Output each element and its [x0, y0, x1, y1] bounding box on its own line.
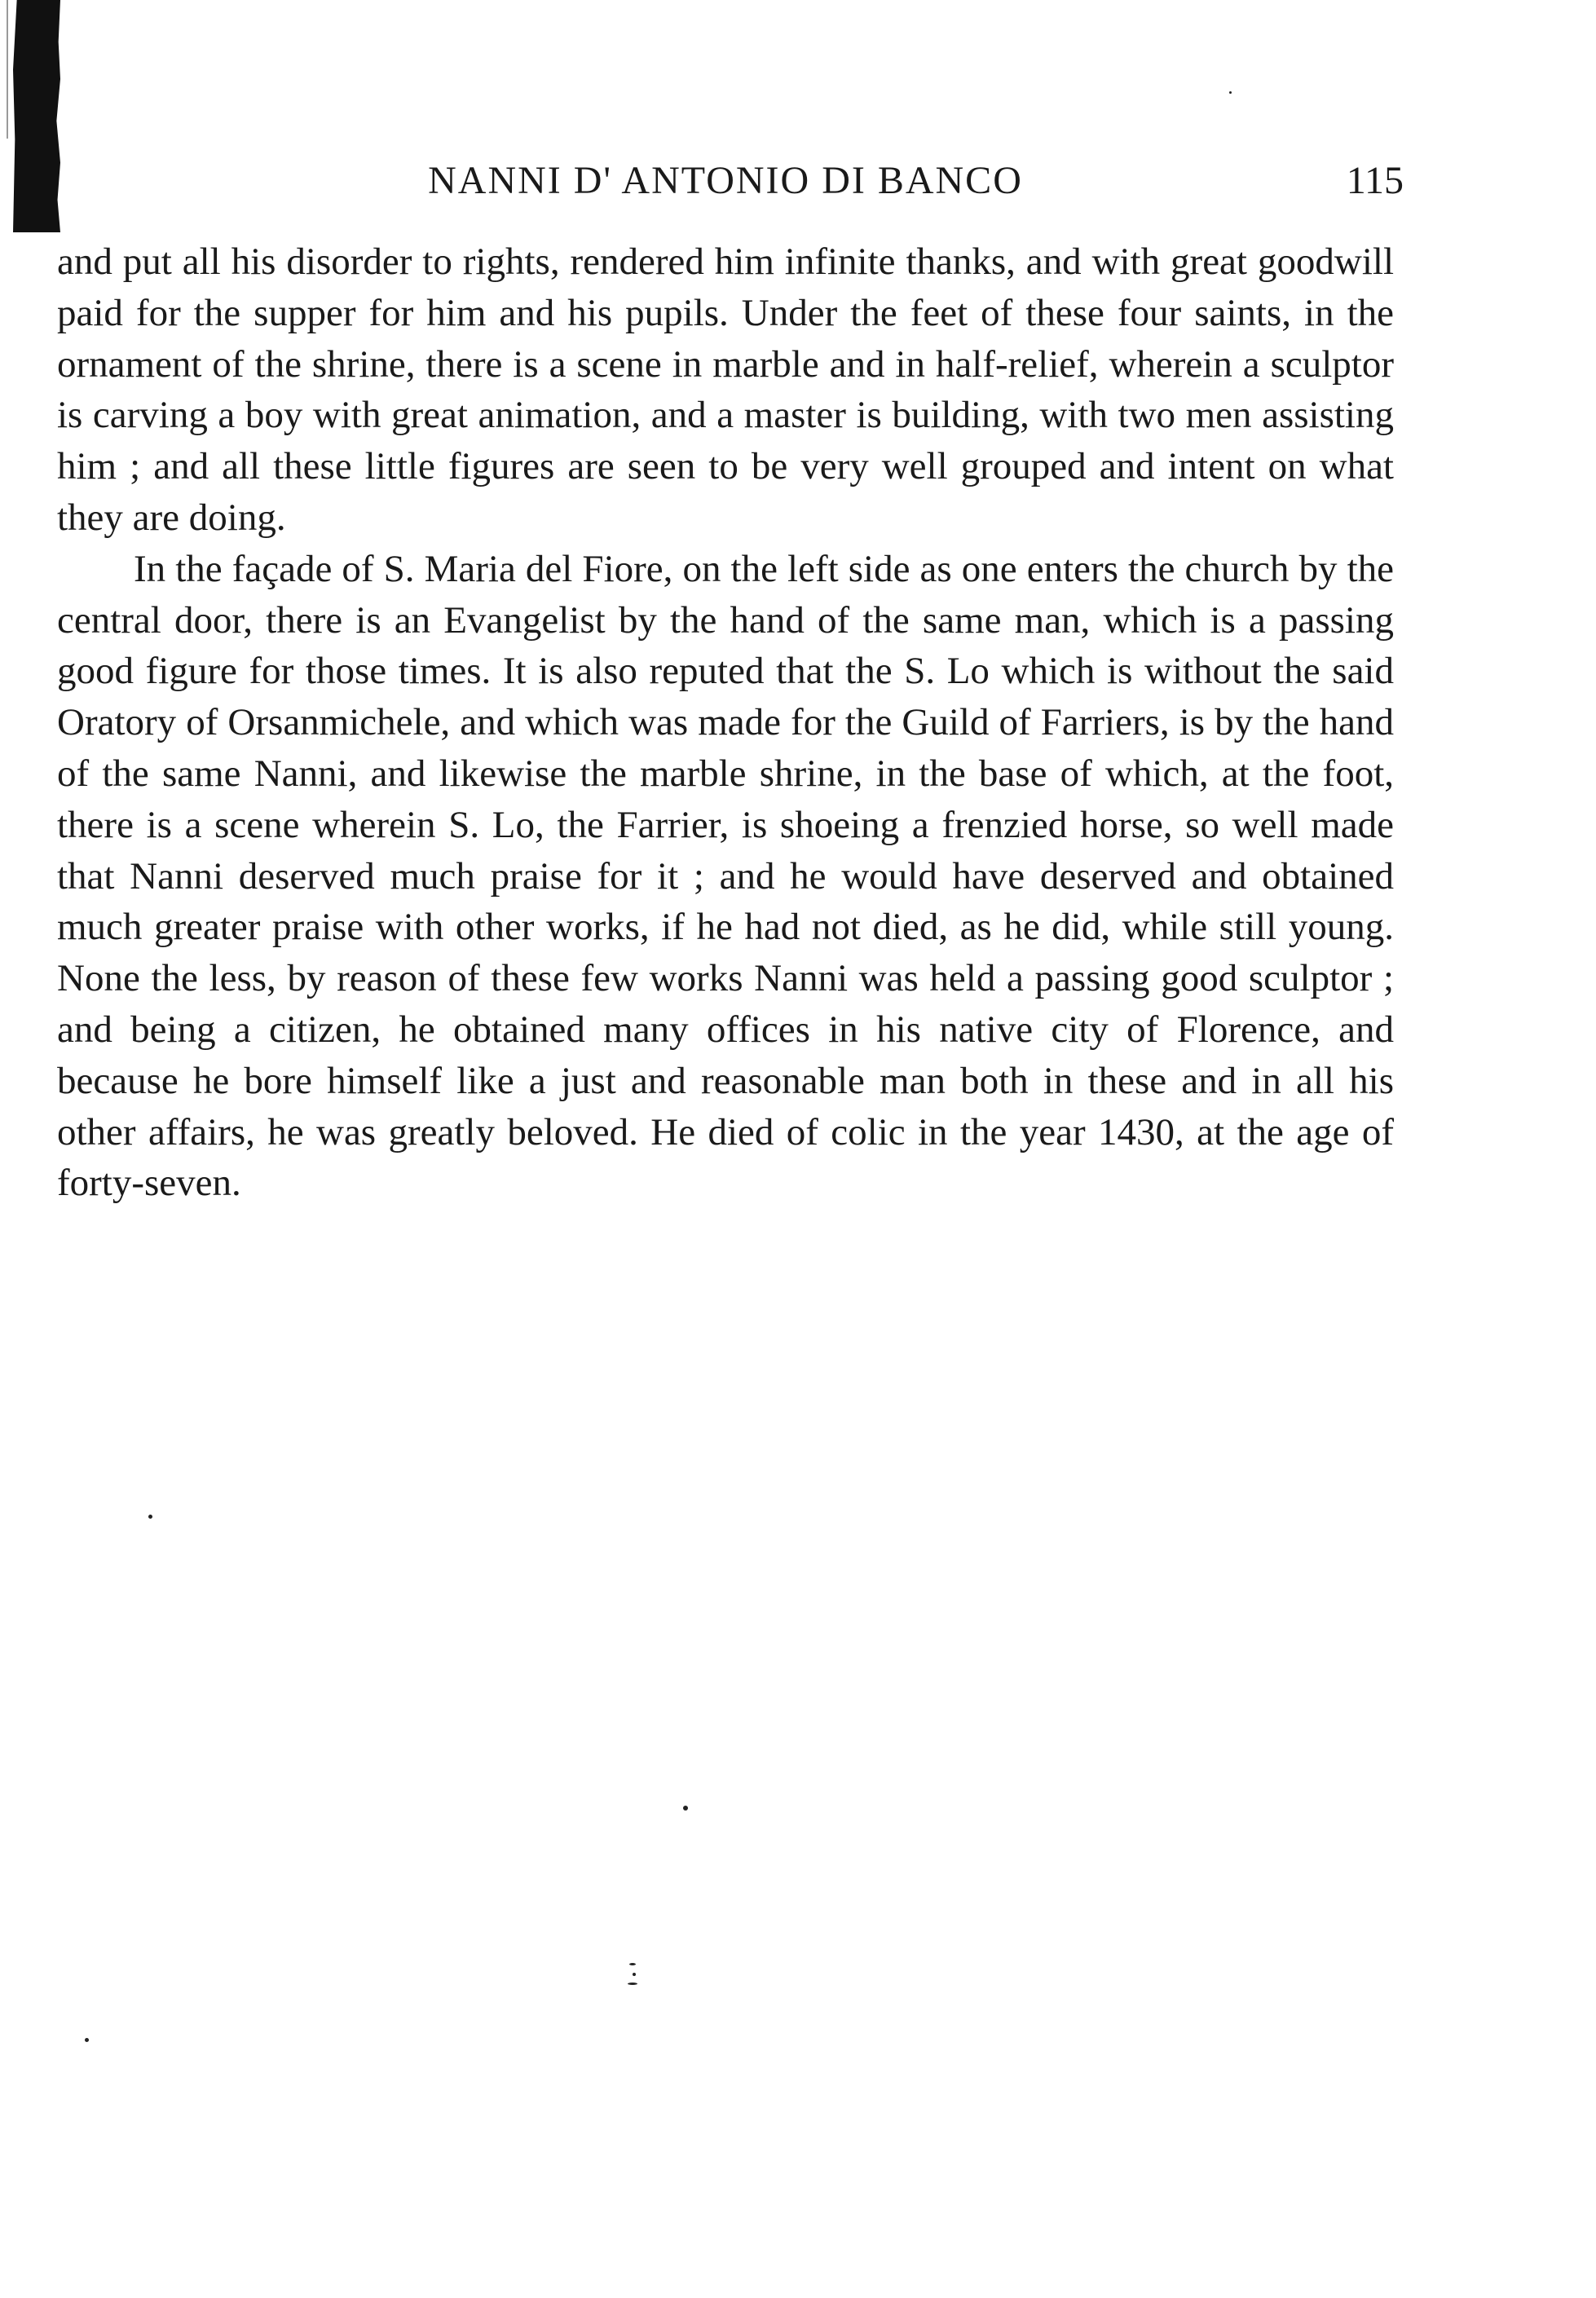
- page-number: 115: [1346, 159, 1404, 202]
- scan-speck: [628, 1983, 637, 1985]
- scan-speck: [148, 1515, 152, 1519]
- binding-edge-line: [7, 0, 8, 139]
- binding-shadow: [13, 0, 60, 232]
- scan-speck: [683, 1806, 688, 1811]
- scan-speck: [629, 1963, 636, 1965]
- running-head: [57, 157, 1404, 205]
- paragraph-facade: In the façade of S. Maria del Fiore, on the left side as one enters the church by the central door, there is an Evangelist by the hand of the same man, which is a passing good figure for those times. It is also reputed that the S. Lo which is without the said Oratory of Orsanmichele, and which was made for the Guild of Farriers, is by the hand of the same Nanni, and likewise the marble shrine, in the base of which, at the foot, there is a scene wherein S. Lo, the Farrier, is shoeing a frenzied horse, so well made that Nanni deserved much praise for it ; and he would have deserved and obtained much greater praise with other works, if he had not died, as he did, while still young. None the less, by reason of these few works Nanni was held a passing good sculptor ; and being a citizen, he obtained many offices in his native city of Florence, and because he bore himself like a just and reasonable man both in these and in all his other affairs, he was greatly beloved. He died of colic in the year 1430, at the age of forty-seven.: [57, 547, 1394, 1205]
- scan-speck: [633, 1973, 636, 1976]
- scan-speck: [1229, 91, 1232, 94]
- body-text: [57, 236, 1394, 1209]
- scan-speck: [85, 2038, 89, 2042]
- paragraph-continuation: and put all his disorder to rights, rendered him infinite thanks, and with great goodwill paid for the supper for him and his pupils. Under the feet of these four saints, in the ornament of the shrine, there is a scene in marble and in half-relief, wherein a sculptor is carving a boy with great animation, and a master is building, with two men assisting him ; and all these little figures are seen to be very well grouped and intent on what they are doing.: [57, 240, 1394, 539]
- running-title: NANNI D' ANTONIO DI BANCO: [428, 159, 1023, 202]
